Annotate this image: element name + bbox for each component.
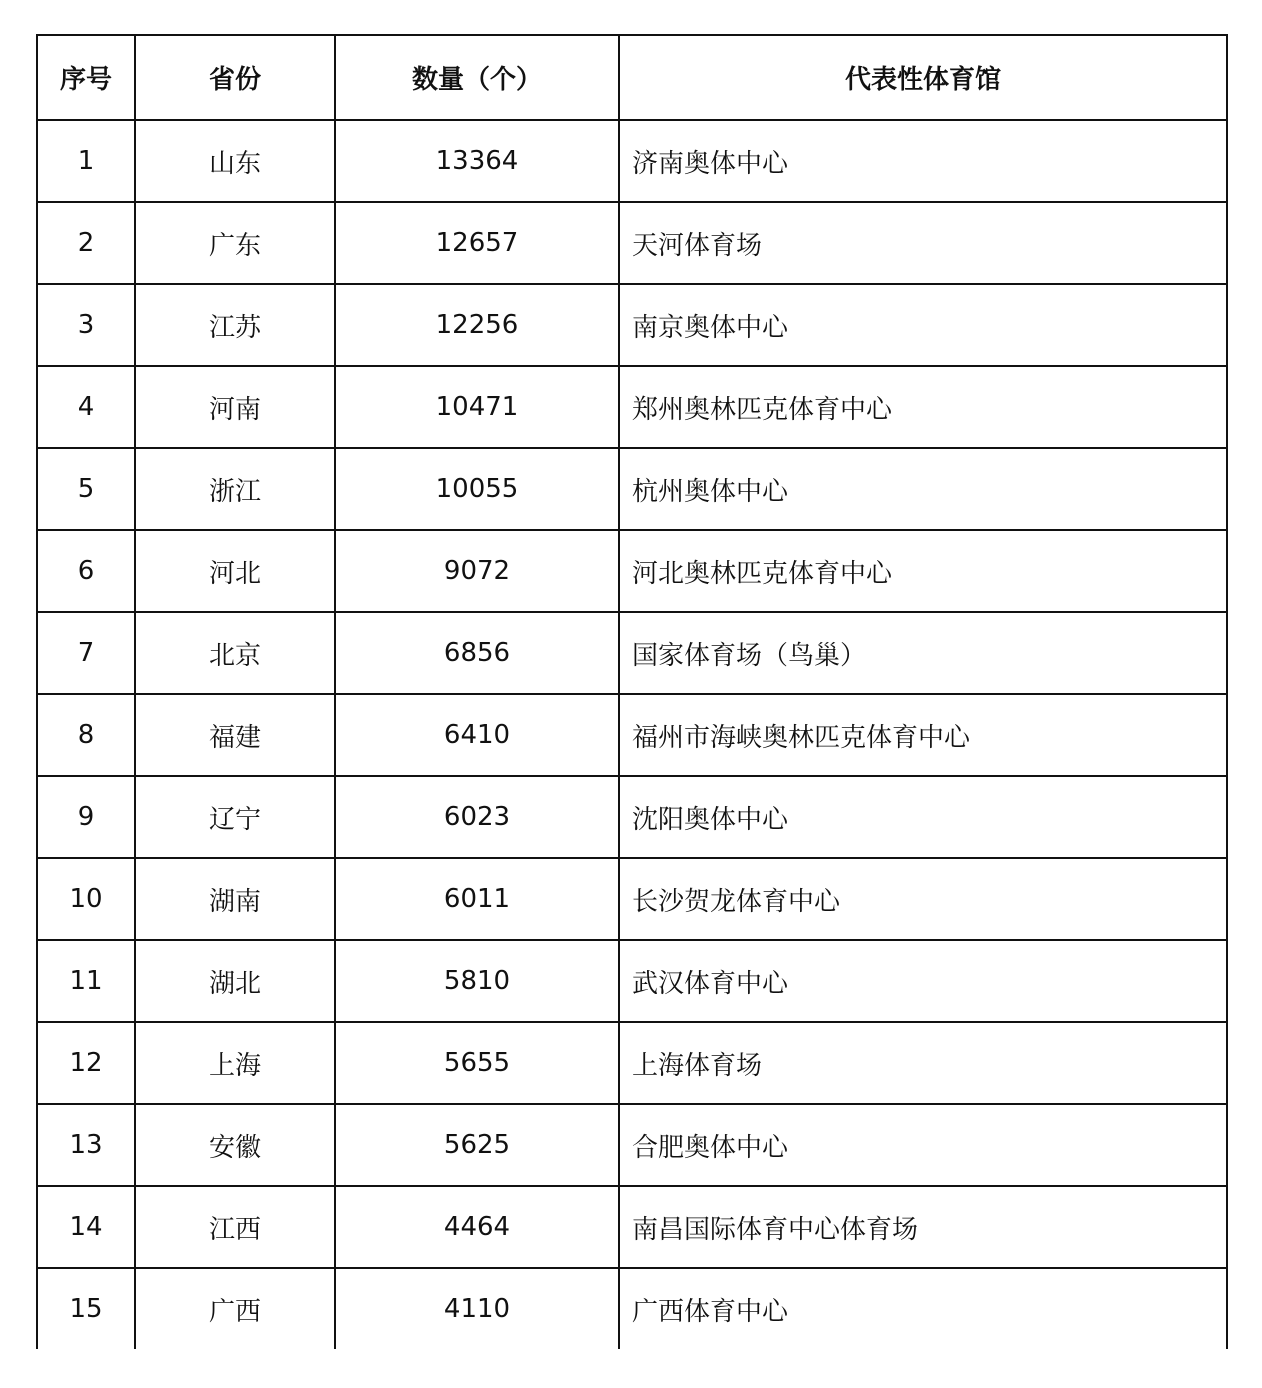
- cell-no: 1: [37, 120, 135, 202]
- cell-venue: 广西体育中心: [619, 1268, 1227, 1349]
- cell-count: 6011: [335, 858, 619, 940]
- cell-venue: 南京奥体中心: [619, 284, 1227, 366]
- cell-venue: 南昌国际体育中心体育场: [619, 1186, 1227, 1268]
- cell-count: 5810: [335, 940, 619, 1022]
- cell-no: 9: [37, 776, 135, 858]
- cell-venue: 济南奥体中心: [619, 120, 1227, 202]
- cell-venue: 河北奥林匹克体育中心: [619, 530, 1227, 612]
- cell-no: 4: [37, 366, 135, 448]
- header-province: 省份: [135, 35, 335, 120]
- header-count: 数量（个）: [335, 35, 619, 120]
- cell-venue: 郑州奥林匹克体育中心: [619, 366, 1227, 448]
- table-row: [37, 202, 1227, 284]
- cell-no: 6: [37, 530, 135, 612]
- cell-count: 4110: [335, 1268, 619, 1349]
- table-row: [37, 448, 1227, 530]
- cell-no: 13: [37, 1104, 135, 1186]
- cell-no: 7: [37, 612, 135, 694]
- table-row: [37, 776, 1227, 858]
- table-row: [37, 284, 1227, 366]
- cell-count: 12657: [335, 202, 619, 284]
- table-row: [37, 366, 1227, 448]
- header-row: [37, 35, 1227, 120]
- cell-venue: 天河体育场: [619, 202, 1227, 284]
- table-row: [37, 858, 1227, 940]
- cell-province: 湖北: [135, 940, 335, 1022]
- table-row: [37, 1268, 1227, 1349]
- cell-venue: 长沙贺龙体育中心: [619, 858, 1227, 940]
- cell-province: 湖南: [135, 858, 335, 940]
- cell-count: 5655: [335, 1022, 619, 1104]
- cell-count: 13364: [335, 120, 619, 202]
- table-row: [37, 612, 1227, 694]
- cell-no: 5: [37, 448, 135, 530]
- cell-province: 江苏: [135, 284, 335, 366]
- cell-province: 浙江: [135, 448, 335, 530]
- cell-venue: 合肥奥体中心: [619, 1104, 1227, 1186]
- cell-province: 安徽: [135, 1104, 335, 1186]
- cell-province: 河北: [135, 530, 335, 612]
- cell-province: 广东: [135, 202, 335, 284]
- cell-no: 10: [37, 858, 135, 940]
- cell-no: 3: [37, 284, 135, 366]
- cell-no: 14: [37, 1186, 135, 1268]
- cell-count: 12256: [335, 284, 619, 366]
- cell-count: 6856: [335, 612, 619, 694]
- header-venue: 代表性体育馆: [619, 35, 1227, 120]
- cell-count: 10055: [335, 448, 619, 530]
- table-row: [37, 1186, 1227, 1268]
- cell-province: 福建: [135, 694, 335, 776]
- cell-province: 河南: [135, 366, 335, 448]
- cell-count: 6410: [335, 694, 619, 776]
- cell-venue: 武汉体育中心: [619, 940, 1227, 1022]
- cell-no: 11: [37, 940, 135, 1022]
- cell-venue: 上海体育场: [619, 1022, 1227, 1104]
- table-row: [37, 1104, 1227, 1186]
- cell-no: 2: [37, 202, 135, 284]
- table-row: [37, 940, 1227, 1022]
- cell-venue: 福州市海峡奥林匹克体育中心: [619, 694, 1227, 776]
- cell-province: 广西: [135, 1268, 335, 1349]
- table-row: [37, 694, 1227, 776]
- cell-no: 8: [37, 694, 135, 776]
- cell-no: 12: [37, 1022, 135, 1104]
- cell-province: 北京: [135, 612, 335, 694]
- stadium-table: [36, 34, 1228, 1349]
- cell-count: 10471: [335, 366, 619, 448]
- cell-province: 上海: [135, 1022, 335, 1104]
- cell-venue: 国家体育场（鸟巢）: [619, 612, 1227, 694]
- cell-count: 4464: [335, 1186, 619, 1268]
- cell-venue: 杭州奥体中心: [619, 448, 1227, 530]
- cell-province: 辽宁: [135, 776, 335, 858]
- cell-count: 6023: [335, 776, 619, 858]
- cell-province: 江西: [135, 1186, 335, 1268]
- header-no: 序号: [37, 35, 135, 120]
- cell-count: 5625: [335, 1104, 619, 1186]
- cell-count: 9072: [335, 530, 619, 612]
- table-body: [37, 120, 1227, 1349]
- table-row: [37, 120, 1227, 202]
- cell-no: 15: [37, 1268, 135, 1349]
- cell-venue: 沈阳奥体中心: [619, 776, 1227, 858]
- table-row: [37, 530, 1227, 612]
- cell-province: 山东: [135, 120, 335, 202]
- table-row: [37, 1022, 1227, 1104]
